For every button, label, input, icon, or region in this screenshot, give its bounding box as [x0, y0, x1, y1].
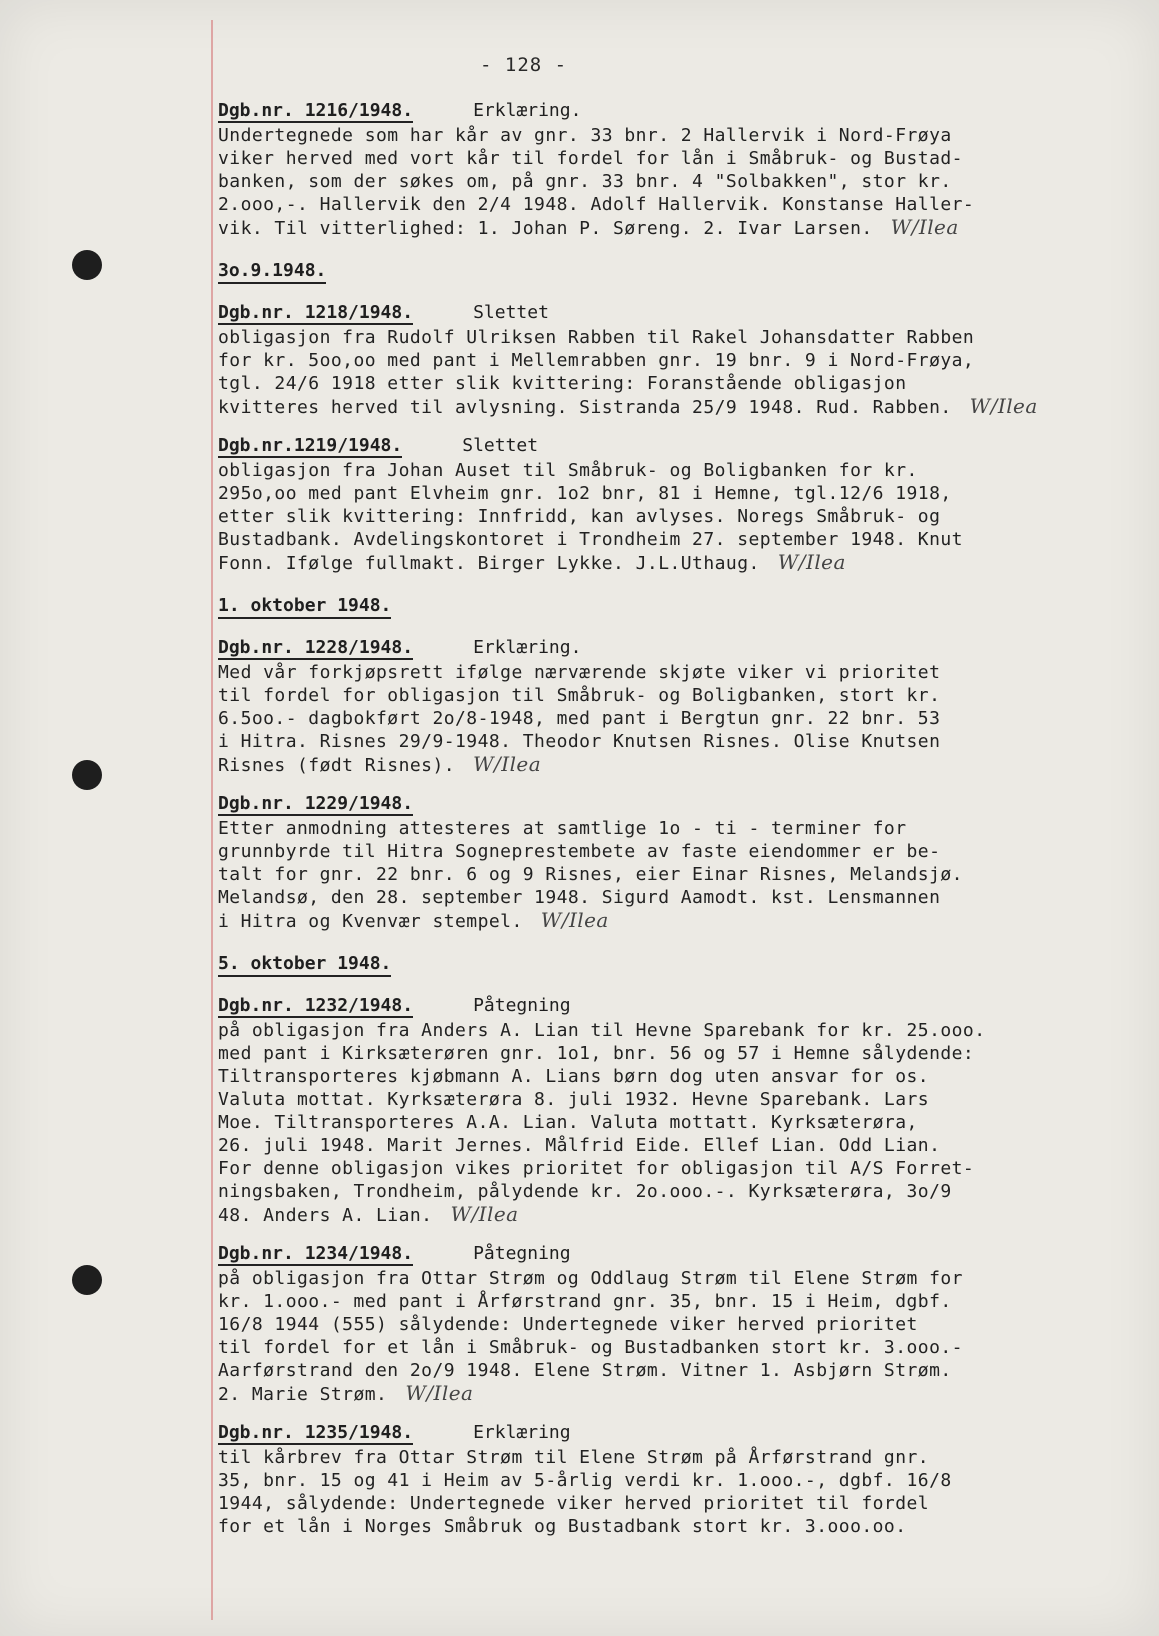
entry-number: Dgb.nr. 1235/1948. — [218, 1422, 414, 1443]
handwritten-initials: W/Ilea — [405, 1381, 474, 1405]
entry-text-line: ningsbaken, Trondheim, pålydende kr. 2o.ooo.-. Kyrksæterøra, 3o/9 — [218, 1181, 952, 1202]
entry-text-line: i Hitra og Kvenvær stempel. W/Ilea — [218, 908, 609, 932]
entry-text-line: 6.5oo.- dagbokført 2o/8-1948, med pant i Bergtun gnr. 22 bnr. 53 — [218, 708, 941, 729]
entry-type: Erklæring. — [473, 100, 582, 121]
register-entry — [218, 100, 1148, 240]
entry-number: Dgb.nr. 1228/1948. — [218, 637, 414, 658]
entry-number: Dgb.nr. 1232/1948. — [218, 995, 414, 1016]
entry-text-line: i Hitra. Risnes 29/9-1948. Theodor Knutsen Risnes. Olise Knutsen — [218, 731, 941, 752]
entry-text-line: 295o,oo med pant Elvheim gnr. 1o2 bnr, 81 i Hemne, tgl.12/6 1918, — [218, 483, 952, 504]
entry-text-line: til kårbrev fra Ottar Strøm til Elene Strøm på Årførstrand gnr. — [218, 1447, 930, 1468]
entry-text-line: for et lån i Norges Småbruk og Bustadbank stort kr. 3.ooo.oo. — [218, 1516, 907, 1537]
entry-text-line: 2.ooo,-. Hallervik den 2/4 1948. Adolf Hallervik. Konstanse Haller- — [218, 194, 975, 215]
entry-text-line: kr. 1.ooo.- med pant i Årførstrand gnr. 35, bnr. 15 i Heim, dgbf. — [218, 1291, 952, 1312]
register-entry — [218, 302, 1148, 419]
register-entry — [218, 637, 1148, 777]
entry-heading — [218, 435, 1148, 459]
entry-text-line: etter slik kvittering: Innfridd, kan avlyses. Noregs Småbruk- og — [218, 506, 941, 527]
entry-text-line: Risnes (født Risnes). W/Ilea — [218, 752, 542, 776]
entry-date: 5. oktober 1948. — [218, 953, 391, 977]
entry-text-line: Med vår forkjøpsrett ifølge nærværende skjøte viker vi prioritet — [218, 662, 941, 683]
entry-number: Dgb.nr. 1229/1948. — [218, 793, 414, 814]
entry-number: Dgb.nr. 1216/1948. — [218, 100, 414, 121]
binder-hole — [72, 760, 102, 790]
entry-text-line: for kr. 5oo,oo med pant i Mellemrabben gnr. 19 bnr. 9 i Nord-Frøya, — [218, 350, 975, 371]
handwritten-initials: W/Ilea — [450, 1202, 519, 1226]
entry-text-line: til fordel for et lån i Småbruk- og Bustadbanken stort kr. 3.ooo.- — [218, 1337, 963, 1358]
entry-text-line: vik. Til vitterlighed: 1. Johan P. Søreng. 2. Ivar Larsen. W/Ilea — [218, 215, 959, 239]
register-entry — [218, 793, 1148, 933]
entry-text-line: 26. juli 1948. Marit Jernes. Målfrid Eide. Ellef Lian. Odd Lian. — [218, 1135, 941, 1156]
entry-type: Slettet — [473, 302, 549, 323]
handwritten-initials: W/Ilea — [969, 394, 1038, 418]
margin-rule — [211, 20, 213, 1620]
entry-heading — [218, 302, 1148, 326]
entry-text-line: kvitteres herved til avlysning. Sistranda 25/9 1948. Rud. Rabben. W/Ilea — [218, 394, 1038, 418]
register-entry — [218, 995, 1148, 1227]
entry-date: 1. oktober 1948. — [218, 595, 391, 619]
entry-text-line: på obligasjon fra Ottar Strøm og Oddlaug Strøm til Elene Strøm for — [218, 1268, 963, 1289]
entry-heading — [218, 1422, 1148, 1446]
entry-type: Slettet — [462, 435, 539, 456]
entry-number: Dgb.nr. 1234/1948. — [218, 1243, 414, 1264]
entry-type: Påtegning — [473, 1243, 571, 1264]
entry-text-line: 2. Marie Strøm. W/Ilea — [218, 1381, 474, 1405]
entry-text-line: 1944, sålydende: Undertegnede viker herved prioritet til fordel — [218, 1493, 930, 1514]
entry-text-line: til fordel for obligasjon til Småbruk- og Boligbanken, stort kr. — [218, 685, 941, 706]
binder-hole — [72, 250, 102, 280]
entry-text-line: obligasjon fra Johan Auset til Småbruk- og Boligbanken for kr. — [218, 460, 918, 481]
binder-hole — [72, 1265, 102, 1295]
handwritten-initials: W/Ilea — [777, 550, 846, 574]
entry-text-line: Fonn. Ifølge fullmakt. Birger Lykke. J.L.Uthaug. W/Ilea — [218, 550, 846, 574]
entry-text-line: Etter anmodning attesteres at samtlige 1o - ti - terminer for — [218, 818, 907, 839]
entry-text-line: banken, som der søkes om, på gnr. 33 bnr. 4 "Solbakken", stor kr. — [218, 171, 952, 192]
entry-type: Erklæring. — [473, 637, 582, 658]
entry-text-line: Undertegnede som har kår av gnr. 33 bnr. 2 Hallervik i Nord-Frøya — [218, 125, 952, 146]
register-entry — [218, 435, 1148, 575]
entry-text-line: med pant i Kirksæterøren gnr. 1o1, bnr. 56 og 57 i Hemne sålydende: — [218, 1043, 975, 1064]
handwritten-initials: W/Ilea — [890, 215, 959, 239]
entry-text-line: For denne obligasjon vikes prioritet for obligasjon til A/S Forret- — [218, 1158, 975, 1179]
entry-text-line: Moe. Tiltransporteres A.A. Lian. Valuta mottatt. Kyrksæterøra, — [218, 1112, 918, 1133]
handwritten-initials: W/Ilea — [540, 908, 609, 932]
entry-text-line: 16/8 1944 (555) sålydende: Undertegnede viker herved prioritet — [218, 1314, 918, 1335]
entry-text-line: 48. Anders A. Lian. W/Ilea — [218, 1202, 519, 1226]
entry-type: Erklæring — [473, 1422, 571, 1443]
entry-text-line: 35, bnr. 15 og 41 i Heim av 5-årlig verdi kr. 1.ooo.-, dgbf. 16/8 — [218, 1470, 952, 1491]
register-entry — [218, 1243, 1148, 1406]
entry-text-line: Valuta mottat. Kyrksæterøra 8. juli 1932. Hevne Sparebank. Lars — [218, 1089, 930, 1110]
entry-text-line: grunnbyrde til Hitra Sogneprestembete av faste eiendommer er be- — [218, 841, 941, 862]
entry-text-line: talt for gnr. 22 bnr. 6 og 9 Risnes, eier Einar Risnes, Melandsjø. — [218, 864, 963, 885]
entry-heading — [218, 1243, 1148, 1267]
entry-text-line: Aarførstrand den 2o/9 1948. Elene Strøm. Vitner 1. Asbjørn Strøm. — [218, 1360, 952, 1381]
entry-heading — [218, 637, 1148, 661]
entry-date: 3o.9.1948. — [218, 260, 326, 284]
entry-text-line: Melandsø, den 28. september 1948. Sigurd Aamodt. kst. Lensmannen — [218, 887, 941, 908]
entry-text-line: Tiltransporteres kjøbmann A. Lians børn dog uten ansvar for os. — [218, 1066, 930, 1087]
entry-text-line: viker herved med vort kår til fordel for lån i Småbruk- og Bustad- — [218, 148, 963, 169]
entry-heading — [218, 793, 1148, 817]
entry-number: Dgb.nr.1219/1948. — [218, 435, 403, 456]
entries-list — [218, 100, 1148, 1554]
page-number: - 128 - — [480, 54, 568, 76]
entry-heading — [218, 995, 1148, 1019]
handwritten-initials: W/Ilea — [473, 752, 542, 776]
entry-text-line: obligasjon fra Rudolf Ulriksen Rabben til Rakel Johansdatter Rabben — [218, 327, 975, 348]
entry-number: Dgb.nr. 1218/1948. — [218, 302, 414, 323]
entry-text-line: på obligasjon fra Anders A. Lian til Hevne Sparebank for kr. 25.ooo. — [218, 1020, 986, 1041]
entry-type: Påtegning — [473, 995, 571, 1016]
entry-text-line: tgl. 24/6 1918 etter slik kvittering: Foranstående obligasjon — [218, 373, 907, 394]
entry-text-line: Bustadbank. Avdelingskontoret i Trondheim 27. september 1948. Knut — [218, 529, 963, 550]
register-entry — [218, 1422, 1148, 1538]
entry-heading — [218, 100, 1148, 124]
